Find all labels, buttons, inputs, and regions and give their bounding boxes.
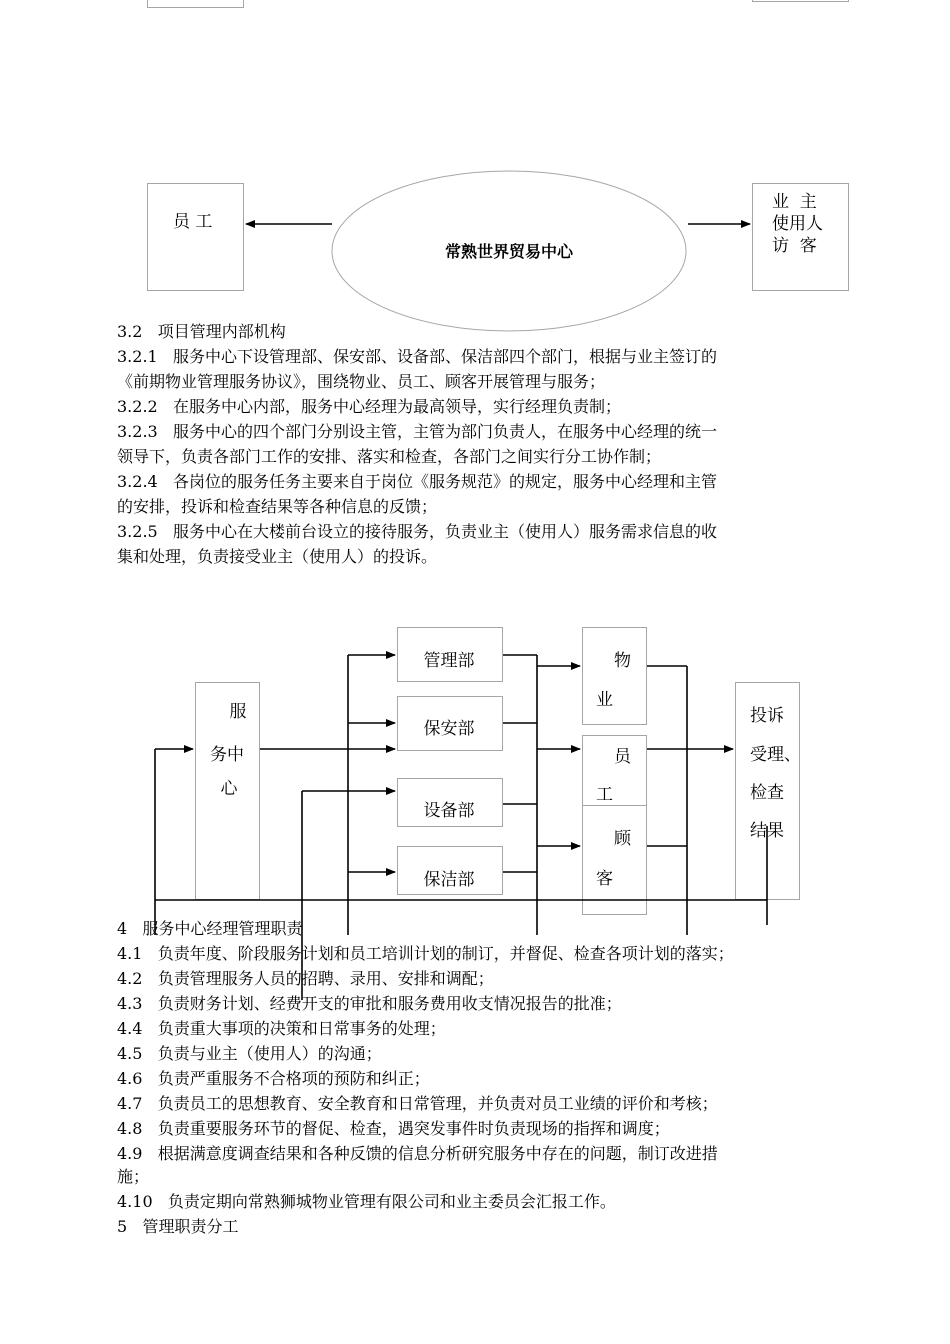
text-line: 3.2.5 服务中心在大楼前台设立的接待服务，负责业主（使用人）服务需求信息的收 <box>117 522 717 541</box>
text-line: 的安排，投诉和检查结果等各种信息的反馈； <box>117 497 438 516</box>
text-line: 3.2 项目管理内部机构 <box>117 322 286 341</box>
text-line: 4.2 负责管理服务人员的招聘、录用、安排和调配； <box>117 969 494 988</box>
dept-label-equipment: 设备部 <box>423 801 475 821</box>
text-line: 3.2.1 服务中心下设管理部、保安部、设备部、保洁部四个部门，根据与业主签订的 <box>117 347 717 366</box>
text-line: 4.5 负责与业主（使用人）的沟通； <box>117 1044 382 1063</box>
result-label-2: 受理、 <box>750 745 801 765</box>
text-line: 4.4 负责重大事项的决策和日常事务的处理； <box>117 1019 446 1038</box>
customer-label-2: 客 <box>596 869 613 889</box>
text-line: 4.1 负责年度、阶段服务计划和员工培训计划的制订，并督促、检查各项计划的落实； <box>117 944 734 963</box>
owner-label-1: 业 主 <box>772 192 817 212</box>
text-line: 领导下，负责各部门工作的安排、落实和检查，各部门之间实行分工协作制； <box>117 447 662 466</box>
dept-label-management: 管理部 <box>423 651 475 671</box>
text-line: 4.8 负责重要服务环节的督促、检查，遇突发事件时负责现场的指挥和调度； <box>117 1119 670 1138</box>
dept-label-security: 保安部 <box>423 719 475 739</box>
text-line: 集和处理，负责接受业主（使用人）的投诉。 <box>117 547 438 566</box>
service-center-label-1: 服 <box>229 702 247 722</box>
customer-label-1: 顾 <box>614 829 631 849</box>
staff-target-label-1: 员 <box>614 747 631 767</box>
owner-label-2: 使用人 <box>772 214 823 234</box>
text-line: 4 服务中心经理管理职责 <box>117 919 303 938</box>
text-line: 3.2.2 在服务中心内部，服务中心经理为最高领导，实行经理负责制； <box>117 397 621 416</box>
owner-label-3: 访 客 <box>772 236 817 256</box>
service-center-label-2: 务中 <box>210 745 244 765</box>
text-line: 5 管理职责分工 <box>117 1217 239 1236</box>
text-line: 《前期物业管理服务协议》，围绕物业、员工、顾客开展管理与服务； <box>117 372 606 391</box>
text-line: 4.3 负责财务计划、经费开支的审批和服务费用收支情况报告的批准； <box>117 994 622 1013</box>
center-title: 常熟世界贸易中心 <box>444 242 573 261</box>
text-line: 4.9 根据满意度调查结果和各种反馈的信息分析研究服务中存在的问题，制订改进措 <box>117 1144 718 1163</box>
text-line: 4.10 负责定期向常熟狮城物业管理有限公司和业主委员会汇报工作。 <box>117 1192 616 1211</box>
property-label-2: 业 <box>596 690 613 710</box>
result-label-3: 检查 <box>750 783 784 803</box>
text-line: 3.2.3 服务中心的四个部门分别设主管，主管为部门负责人，在服务中心经理的统一 <box>117 422 717 441</box>
staff-label: 员 工 <box>173 212 213 232</box>
result-label-1: 投诉 <box>750 706 784 726</box>
result-label-4: 结果 <box>750 821 784 841</box>
text-line: 3.2.4 各岗位的服务任务主要来自于岗位《服务规范》的规定，服务中心经理和主管 <box>117 472 717 491</box>
text-line: 4.6 负责严重服务不合格项的预防和纠正； <box>117 1069 430 1088</box>
text-line: 4.7 负责员工的思想教育、安全教育和日常管理，并负责对员工业绩的评价和考核； <box>117 1094 718 1113</box>
property-label-1: 物 <box>614 651 631 671</box>
service-center-label-3: 心 <box>220 779 238 799</box>
text-line: 施； <box>117 1167 150 1186</box>
staff-target-label-2: 工 <box>596 785 613 805</box>
dept-label-cleaning: 保洁部 <box>423 870 475 890</box>
